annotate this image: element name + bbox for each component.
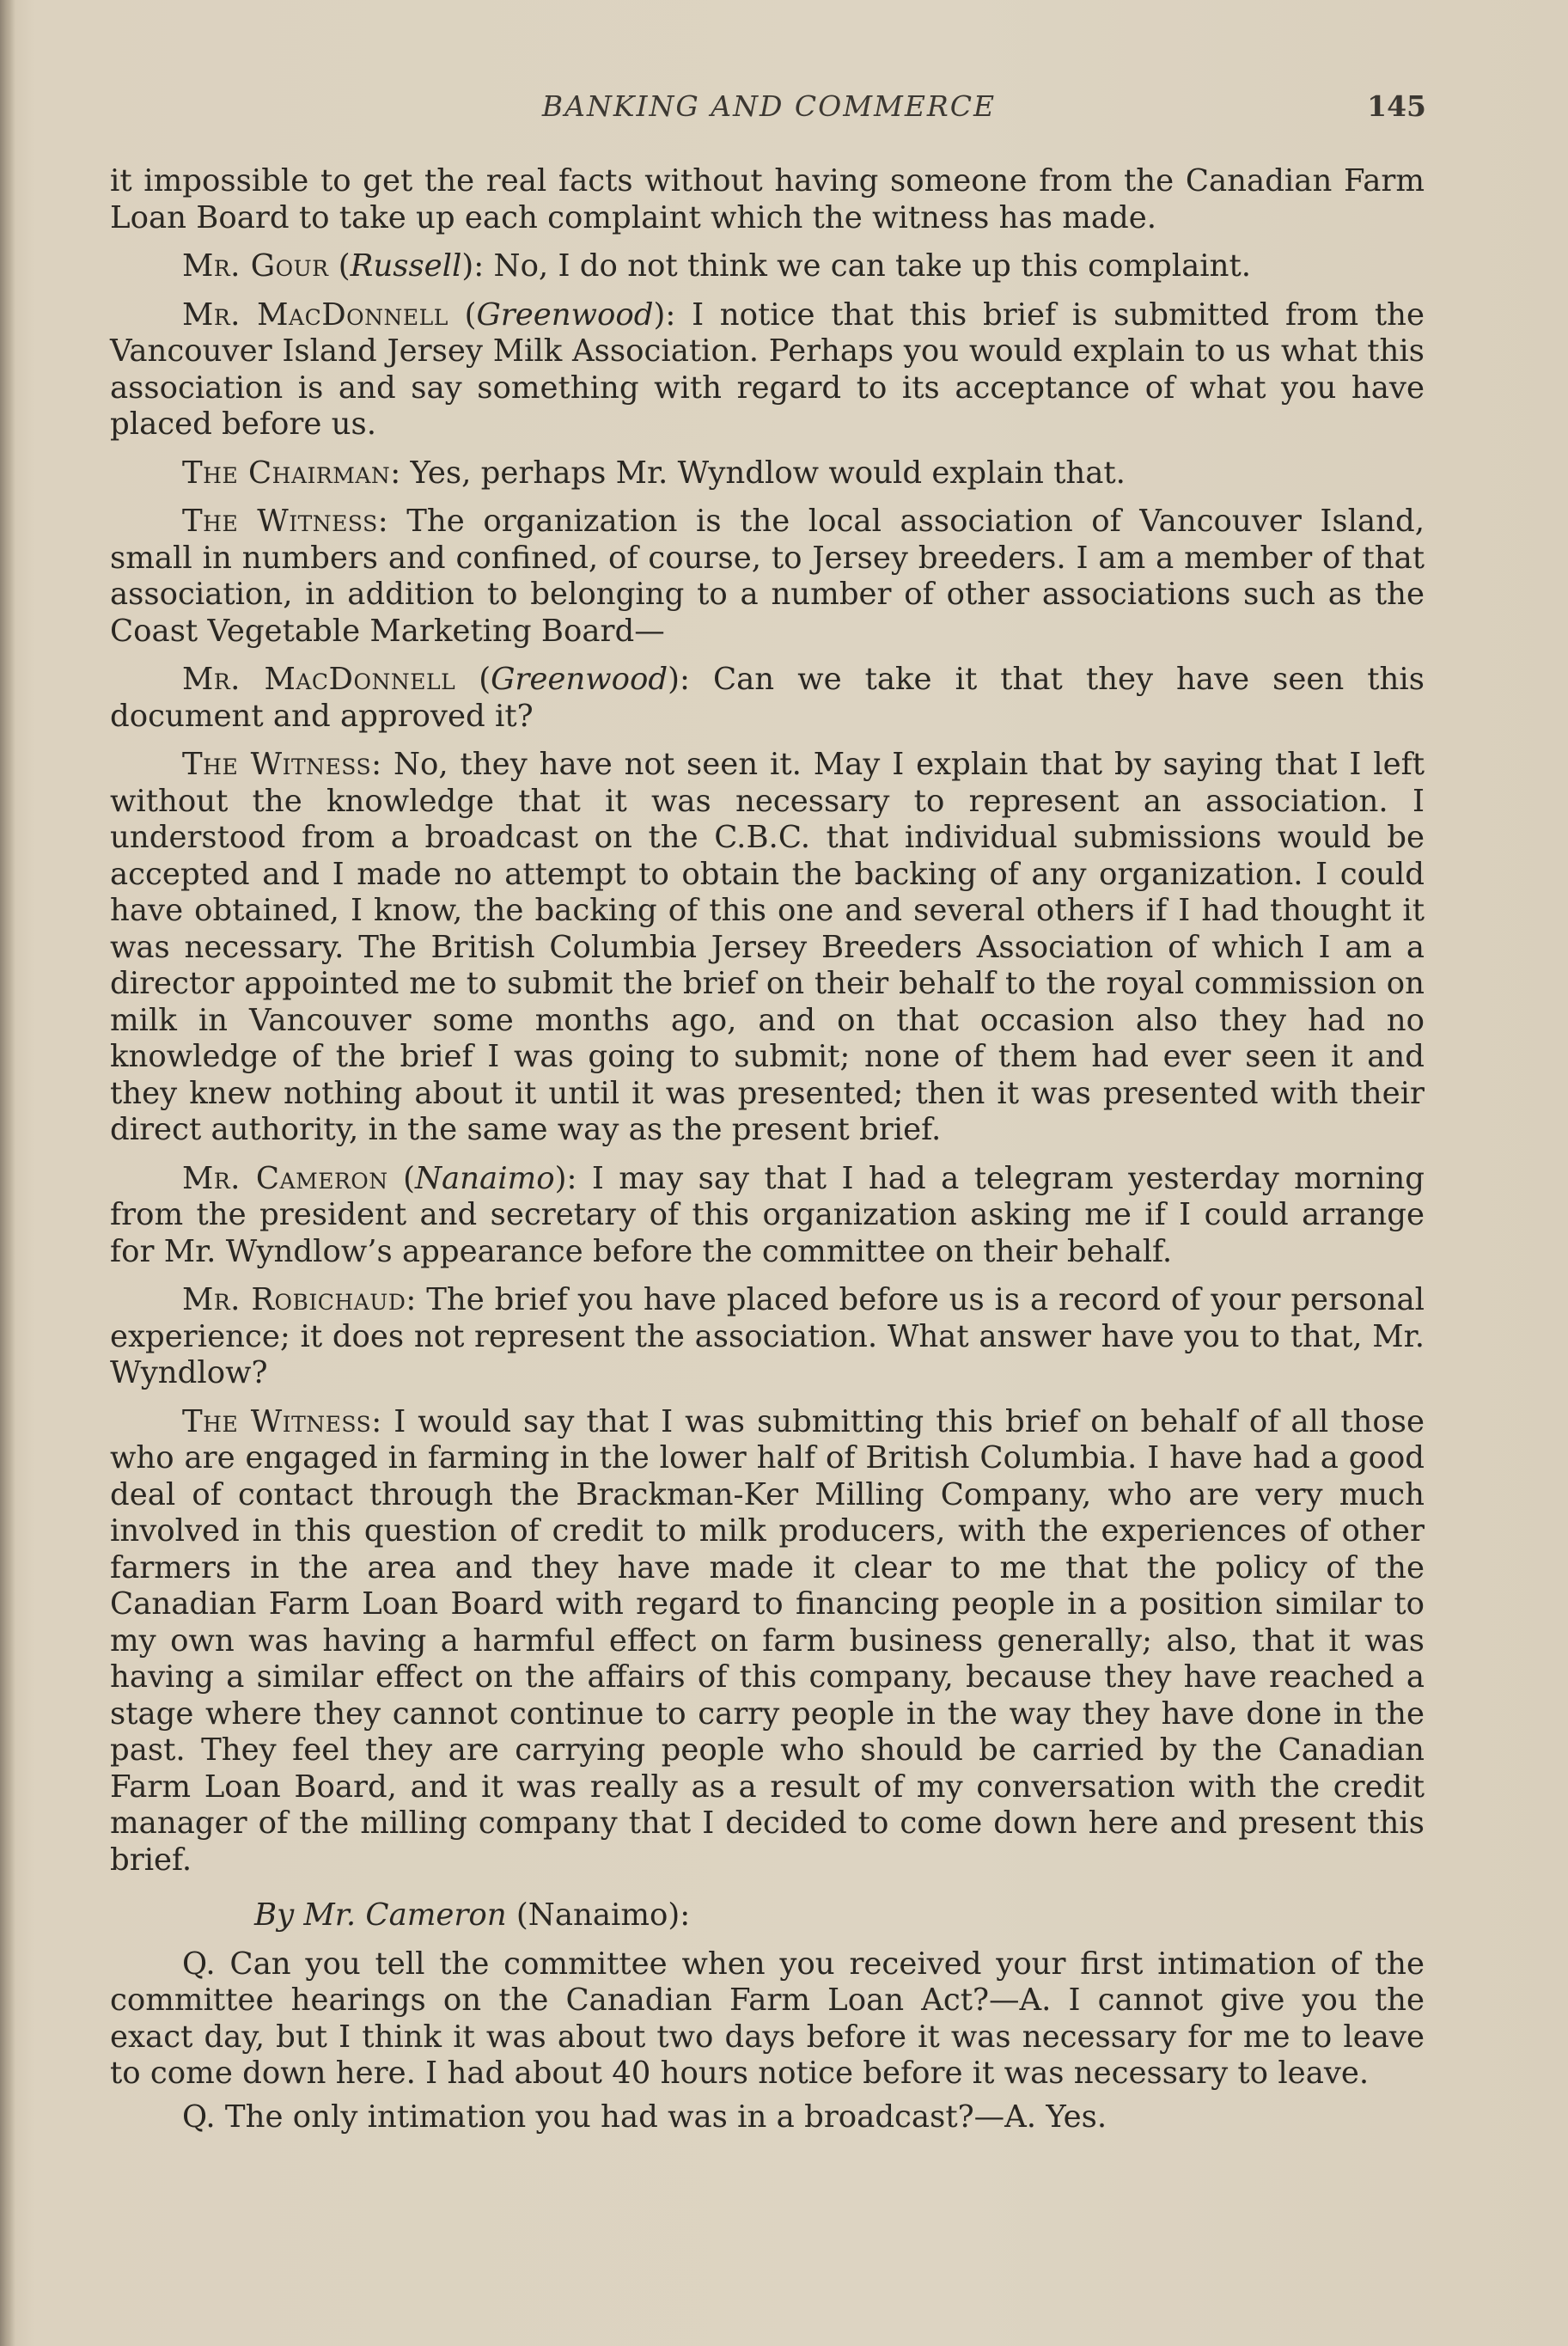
speaker-name: The Witness [182, 747, 372, 782]
paragraph-text: I may say that I had a telegram yesterday morning from the president and secretary of this organization asking me if I could arrange for Mr. Wyndlow’s appearance before the committee on their behalf. [110, 1160, 1425, 1269]
paragraph-text: it impossible to get the real facts without having someone from the Canadian Farm Loan Board to take up each complaint which the witness has made. [110, 163, 1425, 235]
question-answer [110, 1946, 1425, 2092]
speaker-riding: Russell [350, 248, 462, 284]
speaker-riding: Nanaimo [414, 1160, 555, 1196]
speaker-name: Mr. MacDonnell [182, 296, 448, 333]
book-spine-shadow [0, 0, 15, 2346]
paragraph-text: Can we take it that they have seen this document and approved it? [110, 662, 1425, 734]
speaker-name: The Witness [182, 1403, 372, 1439]
paragraph-text: I would say that I was submitting this brief on behalf of all those who are engaged in farming in the lower half of British Columbia. I have had a good deal of contact through the Brackman-Ker Milling Company, who are very much involved in this question of credit to milk producers, with the experiences of other farmers in the area and they have made it clear to me that the policy of the Canadian Farm Loan Board with regard to financing people in a position similar to my own was having a harmful effect on farm business generally; also, that it was having a similar effect on the affairs of this company, because they have reached a stage where they cannot continue to carry people in the way they have done in the past. They feel they are carrying people who should be carried by the Canadian Farm Loan Board, and it was really as a result of my conversation with the credit manager of the milling company that I decided to come down here and present this brief. [110, 1403, 1425, 1878]
paragraph-text: The brief you have placed before us is a record of your personal experience; it does not represent the association. What answer have you to that, Mr. Wyndlow? [110, 1282, 1425, 1390]
paragraph-text: Yes, perhaps Mr. Wyndlow would explain that. [410, 455, 1126, 491]
speaker-riding: Greenwood [491, 662, 668, 697]
paragraph-witness: The Witness: The organization is the local association of Vancouver Island, small in numbers and confined, of course, to Jersey breeders. I am a member of that association, in addition to belonging to a number of other associations such as the Coast Vegetable Marketing Board— [110, 504, 1425, 649]
paragraph-text: No, they have not seen it. May I explain that by saying that I left without the knowledge that it was necessary to represent an association. I understood from a broadcast on the C.B.C. that individual submissions would be accepted and I made no attempt to obtain the backing of any organization. I could have obtained, I know, the backing of this one and several others if I had thought it was necessary. The British Columbia Jersey Breeders Association of which I am a director appointed me to submit the brief on their behalf to the royal commission on milk in Vancouver some months ago, and on that occasion also they had no knowledge of the brief I was going to submit; none of them had ever seen it and they knew nothing about it until it was presented; then it was presented with their direct authority, in the same way as the present brief. [110, 747, 1425, 1147]
qa-text: Q. The only intimation you had was in a broadcast?—A. Yes. [182, 2099, 1107, 2135]
paragraph-gour: Mr. Gour (Russell): No, I do not think we can take up this complaint. [182, 248, 1252, 284]
paragraph-macdonnell: Mr. MacDonnell (Greenwood): Can we take it that they have seen this document and approved it? [110, 662, 1425, 734]
speaker-name: Mr. MacDonnell [182, 662, 456, 697]
speaker-name: The Witness [182, 504, 378, 539]
qa-text: Q. Can you tell the committee when you received your first intimation of the committee hearings on the Canadian Farm Loan Act?—A. I cannot give you the exact day, but I think it was about two days before it was necessary for me to leave to come down here. I had about 40 hours notice before it was necessary to leave. [110, 1946, 1425, 2091]
paragraph-chairman: The Chairman: Yes, perhaps Mr. Wyndlow would explain that. [182, 455, 1126, 491]
examination-heading [110, 1897, 1425, 1934]
speaker-name: Mr. Cameron [182, 1160, 388, 1196]
paragraph-text: I notice that this brief is submitted from the Vancouver Island Jersey Milk Association. Perhaps you would explain to us what this association is and say something with regard to its acceptance of what you have placed before us. [110, 296, 1425, 442]
paragraph-text: The organization is the local association of Vancouver Island, small in numbers and confined, of course, to Jersey breeders. I am a member of that association, in addition to belonging to a number of other associations such as the Coast Vegetable Marketing Board— [110, 504, 1425, 649]
speaker-name: The Chairman [182, 455, 391, 491]
paragraph-text: No, I do not think we can take up this complaint. [493, 248, 1252, 284]
question-answer [110, 2099, 1425, 2136]
speaker-name: Mr. Robichaud [182, 1282, 406, 1317]
speaker-riding: Greenwood [476, 296, 654, 333]
examiner-label: By Mr. Cameron [254, 1897, 507, 1933]
paragraph-cameron: Mr. Cameron (Nanaimo): I may say that I had a telegram yesterday morning from the president and secretary of this organization asking me if I could arrange for Mr. Wyndlow’s appearance before the committee on their behalf. [110, 1160, 1425, 1269]
running-title: BANKING AND COMMERCE [541, 89, 997, 123]
body-text [110, 163, 1425, 2142]
paragraph-witness: The Witness: No, they have not seen it. May I explain that by saying that I left without the knowledge that it was necessary to represent an association. I understood from a broadcast on the C.B.C. that individual submissions would be accepted and I made no attempt to obtain the backing of any organization. I could have obtained, I know, the backing of this one and several others if I had thought it was necessary. The British Columbia Jersey Breeders Association of which I am a director appointed me to submit the brief on their behalf to the royal commission on milk in Vancouver some months ago, and on that occasion also they had no knowledge of the brief I was going to submit; none of them had ever seen it and they knew nothing about it until it was presented; then it was presented with their direct authority, in the same way as the present brief. [110, 747, 1425, 1147]
paragraph-continuation [110, 163, 1425, 236]
page-header [112, 89, 1426, 131]
paragraph-macdonnell: Mr. MacDonnell (Greenwood): I notice that this brief is submitted from the Vancouver Island Jersey Milk Association. Perhaps you would explain to us what this association is and say something with regard to its acceptance of what you have placed before us. [110, 296, 1425, 442]
paragraph-robichaud: Mr. Robichaud: The brief you have placed before us is a record of your personal experience; it does not represent the association. What answer have you to that, Mr. Wyndlow? [110, 1282, 1425, 1390]
speaker-name: Mr. Gour [182, 248, 329, 284]
examiner-riding: (Nanaimo): [516, 1897, 691, 1933]
paragraph-witness: The Witness: I would say that I was submitting this brief on behalf of all those who are engaged in farming in the lower half of British Columbia. I have had a good deal of contact through the Brackman-Ker Milling Company, who are very much involved in this question of credit to milk producers, with the experiences of other farmers in the area and they have made it clear to me that the policy of the Canadian Farm Loan Board with regard to financing people in a position similar to my own was having a harmful effect on farm business generally; also, that it was having a similar effect on the affairs of this company, because they have reached a stage where they cannot continue to carry people in the way they have done in the past. They feel they are carrying people who should be carried by the Canadian Farm Loan Board, and it was really as a result of my conversation with the credit manager of the milling company that I decided to come down here and present this brief. [110, 1403, 1425, 1878]
page-number: 145 [1367, 89, 1426, 123]
